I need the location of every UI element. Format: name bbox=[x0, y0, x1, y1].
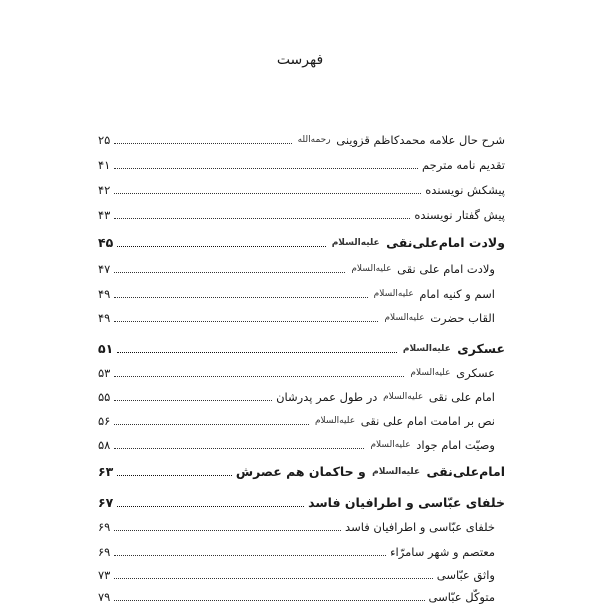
toc-page-number: ۴۱ bbox=[98, 158, 111, 172]
toc-page-number: ۴۳ bbox=[98, 208, 111, 222]
toc-chapter[interactable] bbox=[98, 231, 505, 253]
toc-entry-label: واثق عبّاسی bbox=[436, 568, 495, 582]
toc-page-number: ۵۳ bbox=[98, 366, 111, 380]
toc-entry[interactable] bbox=[98, 178, 505, 200]
toc-entry-label: امام علی نقی عليه‌السلام در طول عمر پدرشان bbox=[276, 389, 495, 404]
dot-leader bbox=[114, 168, 418, 169]
toc-entry[interactable] bbox=[98, 282, 495, 304]
honorific-glyph: عليه‌السلام bbox=[351, 264, 392, 274]
toc-entry-label: پیشکش نویسنده bbox=[425, 183, 505, 197]
toc-entry-label: پیش گفتار نویسنده bbox=[414, 208, 505, 222]
toc-page-number: ۵۵ bbox=[98, 390, 111, 404]
toc-page-number: ۶۹ bbox=[98, 520, 111, 534]
toc-chapter-label: ولادت امام‌علی‌نقی عليه‌السلام bbox=[331, 234, 505, 250]
dot-leader bbox=[114, 400, 272, 401]
honorific-glyph: عليه‌السلام bbox=[383, 392, 424, 402]
toc-entry[interactable] bbox=[98, 306, 495, 328]
toc-chapter[interactable] bbox=[98, 491, 505, 513]
toc-chapter-label: عسکری عليه‌السلام bbox=[402, 340, 505, 356]
honorific-glyph: عليه‌السلام bbox=[331, 238, 380, 248]
toc-page-number: ۲۵ bbox=[98, 133, 111, 147]
toc-entry-label: ولادت امام علی نقی عليه‌السلام bbox=[351, 261, 495, 276]
toc-entry[interactable] bbox=[98, 128, 505, 150]
toc-entry[interactable] bbox=[98, 433, 495, 455]
toc-entry[interactable] bbox=[98, 585, 495, 607]
toc-entry[interactable] bbox=[98, 203, 505, 225]
toc-page-number: ۶۹ bbox=[98, 545, 111, 559]
toc-entry-label: معتصم و شهر سامرّاء bbox=[390, 545, 495, 559]
toc-entry[interactable] bbox=[98, 563, 495, 585]
toc-entry-label: شرح حال علامه محمدکاظم قزوینی رحمه‌الله bbox=[297, 132, 505, 147]
toc-entry-label: تقدیم نامه مترجم bbox=[422, 158, 505, 172]
dot-leader bbox=[114, 272, 345, 273]
dot-leader bbox=[117, 352, 397, 353]
honorific-glyph: عليه‌السلام bbox=[402, 344, 451, 354]
toc-page-number: ۴۹ bbox=[98, 287, 111, 301]
toc-page-number: ۵۸ bbox=[98, 438, 111, 452]
toc-page-number: ۴۹ bbox=[98, 311, 111, 325]
toc-entry[interactable] bbox=[98, 385, 495, 407]
toc-entry[interactable] bbox=[98, 540, 495, 562]
dot-leader bbox=[114, 555, 386, 556]
toc-entry-label: متوکّل عبّاسی bbox=[428, 590, 495, 604]
toc-entry-label: اسم و کنیه امام عليه‌السلام bbox=[373, 286, 495, 301]
toc-page-number: ۴۷ bbox=[98, 262, 111, 276]
toc-page-number: ۴۲ bbox=[98, 183, 111, 197]
honorific-glyph: عليه‌السلام bbox=[384, 313, 425, 323]
honorific-glyph: عليه‌السلام bbox=[373, 289, 414, 299]
dot-leader bbox=[114, 600, 424, 601]
dot-leader bbox=[117, 506, 304, 507]
honorific-glyph: عليه‌السلام bbox=[410, 368, 451, 378]
toc-entry-label: خلفای عبّاسی و اطرافیان فاسد bbox=[345, 520, 495, 534]
dot-leader bbox=[114, 424, 309, 425]
toc-chapter[interactable] bbox=[98, 460, 505, 482]
toc-page-number: ۵۱ bbox=[98, 341, 114, 356]
toc-chapter-label: امام‌علی‌نقی عليه‌السلام و حاکمان هم عصرش bbox=[235, 463, 505, 479]
toc-chapter[interactable] bbox=[98, 337, 505, 359]
toc-page-number: ۷۹ bbox=[98, 590, 111, 604]
page-title: فهرست bbox=[276, 52, 324, 68]
toc-page-number: ۷۳ bbox=[98, 568, 111, 582]
toc-entry-label: القاب حضرت عليه‌السلام bbox=[384, 310, 495, 325]
honorific-glyph: رحمه‌الله bbox=[297, 135, 331, 145]
toc-chapter-label: خلفای عبّاسی و اطرافیان فاسد bbox=[308, 495, 505, 510]
toc-entry[interactable] bbox=[98, 153, 505, 175]
dot-leader bbox=[114, 218, 410, 219]
honorific-glyph: عليه‌السلام bbox=[370, 440, 411, 450]
toc-entry-label: نص بر امامت امام علی نقی عليه‌السلام bbox=[314, 413, 495, 428]
dot-leader bbox=[114, 376, 404, 377]
toc-page-number: ۶۳ bbox=[98, 464, 114, 479]
toc-entry[interactable] bbox=[98, 361, 495, 383]
toc-entry[interactable] bbox=[98, 409, 495, 431]
toc-page-number: ۵۶ bbox=[98, 414, 111, 428]
dot-leader bbox=[114, 143, 291, 144]
dot-leader bbox=[114, 193, 421, 194]
dot-leader bbox=[114, 578, 432, 579]
dot-leader bbox=[114, 297, 367, 298]
toc-entry-label: وصیّت امام جواد عليه‌السلام bbox=[370, 437, 495, 452]
toc-entry-label: عسکری عليه‌السلام bbox=[410, 365, 495, 380]
dot-leader bbox=[114, 321, 378, 322]
toc-entry[interactable] bbox=[98, 257, 495, 279]
dot-leader bbox=[114, 448, 364, 449]
toc-entry[interactable] bbox=[98, 515, 495, 537]
dot-leader bbox=[117, 475, 232, 476]
dot-leader bbox=[117, 246, 325, 247]
toc-page-number: ۴۵ bbox=[98, 235, 114, 250]
honorific-glyph: عليه‌السلام bbox=[314, 416, 356, 426]
dot-leader bbox=[114, 530, 341, 531]
honorific-glyph: عليه‌السلام bbox=[372, 467, 421, 477]
toc-page-number: ۶۷ bbox=[98, 495, 114, 510]
